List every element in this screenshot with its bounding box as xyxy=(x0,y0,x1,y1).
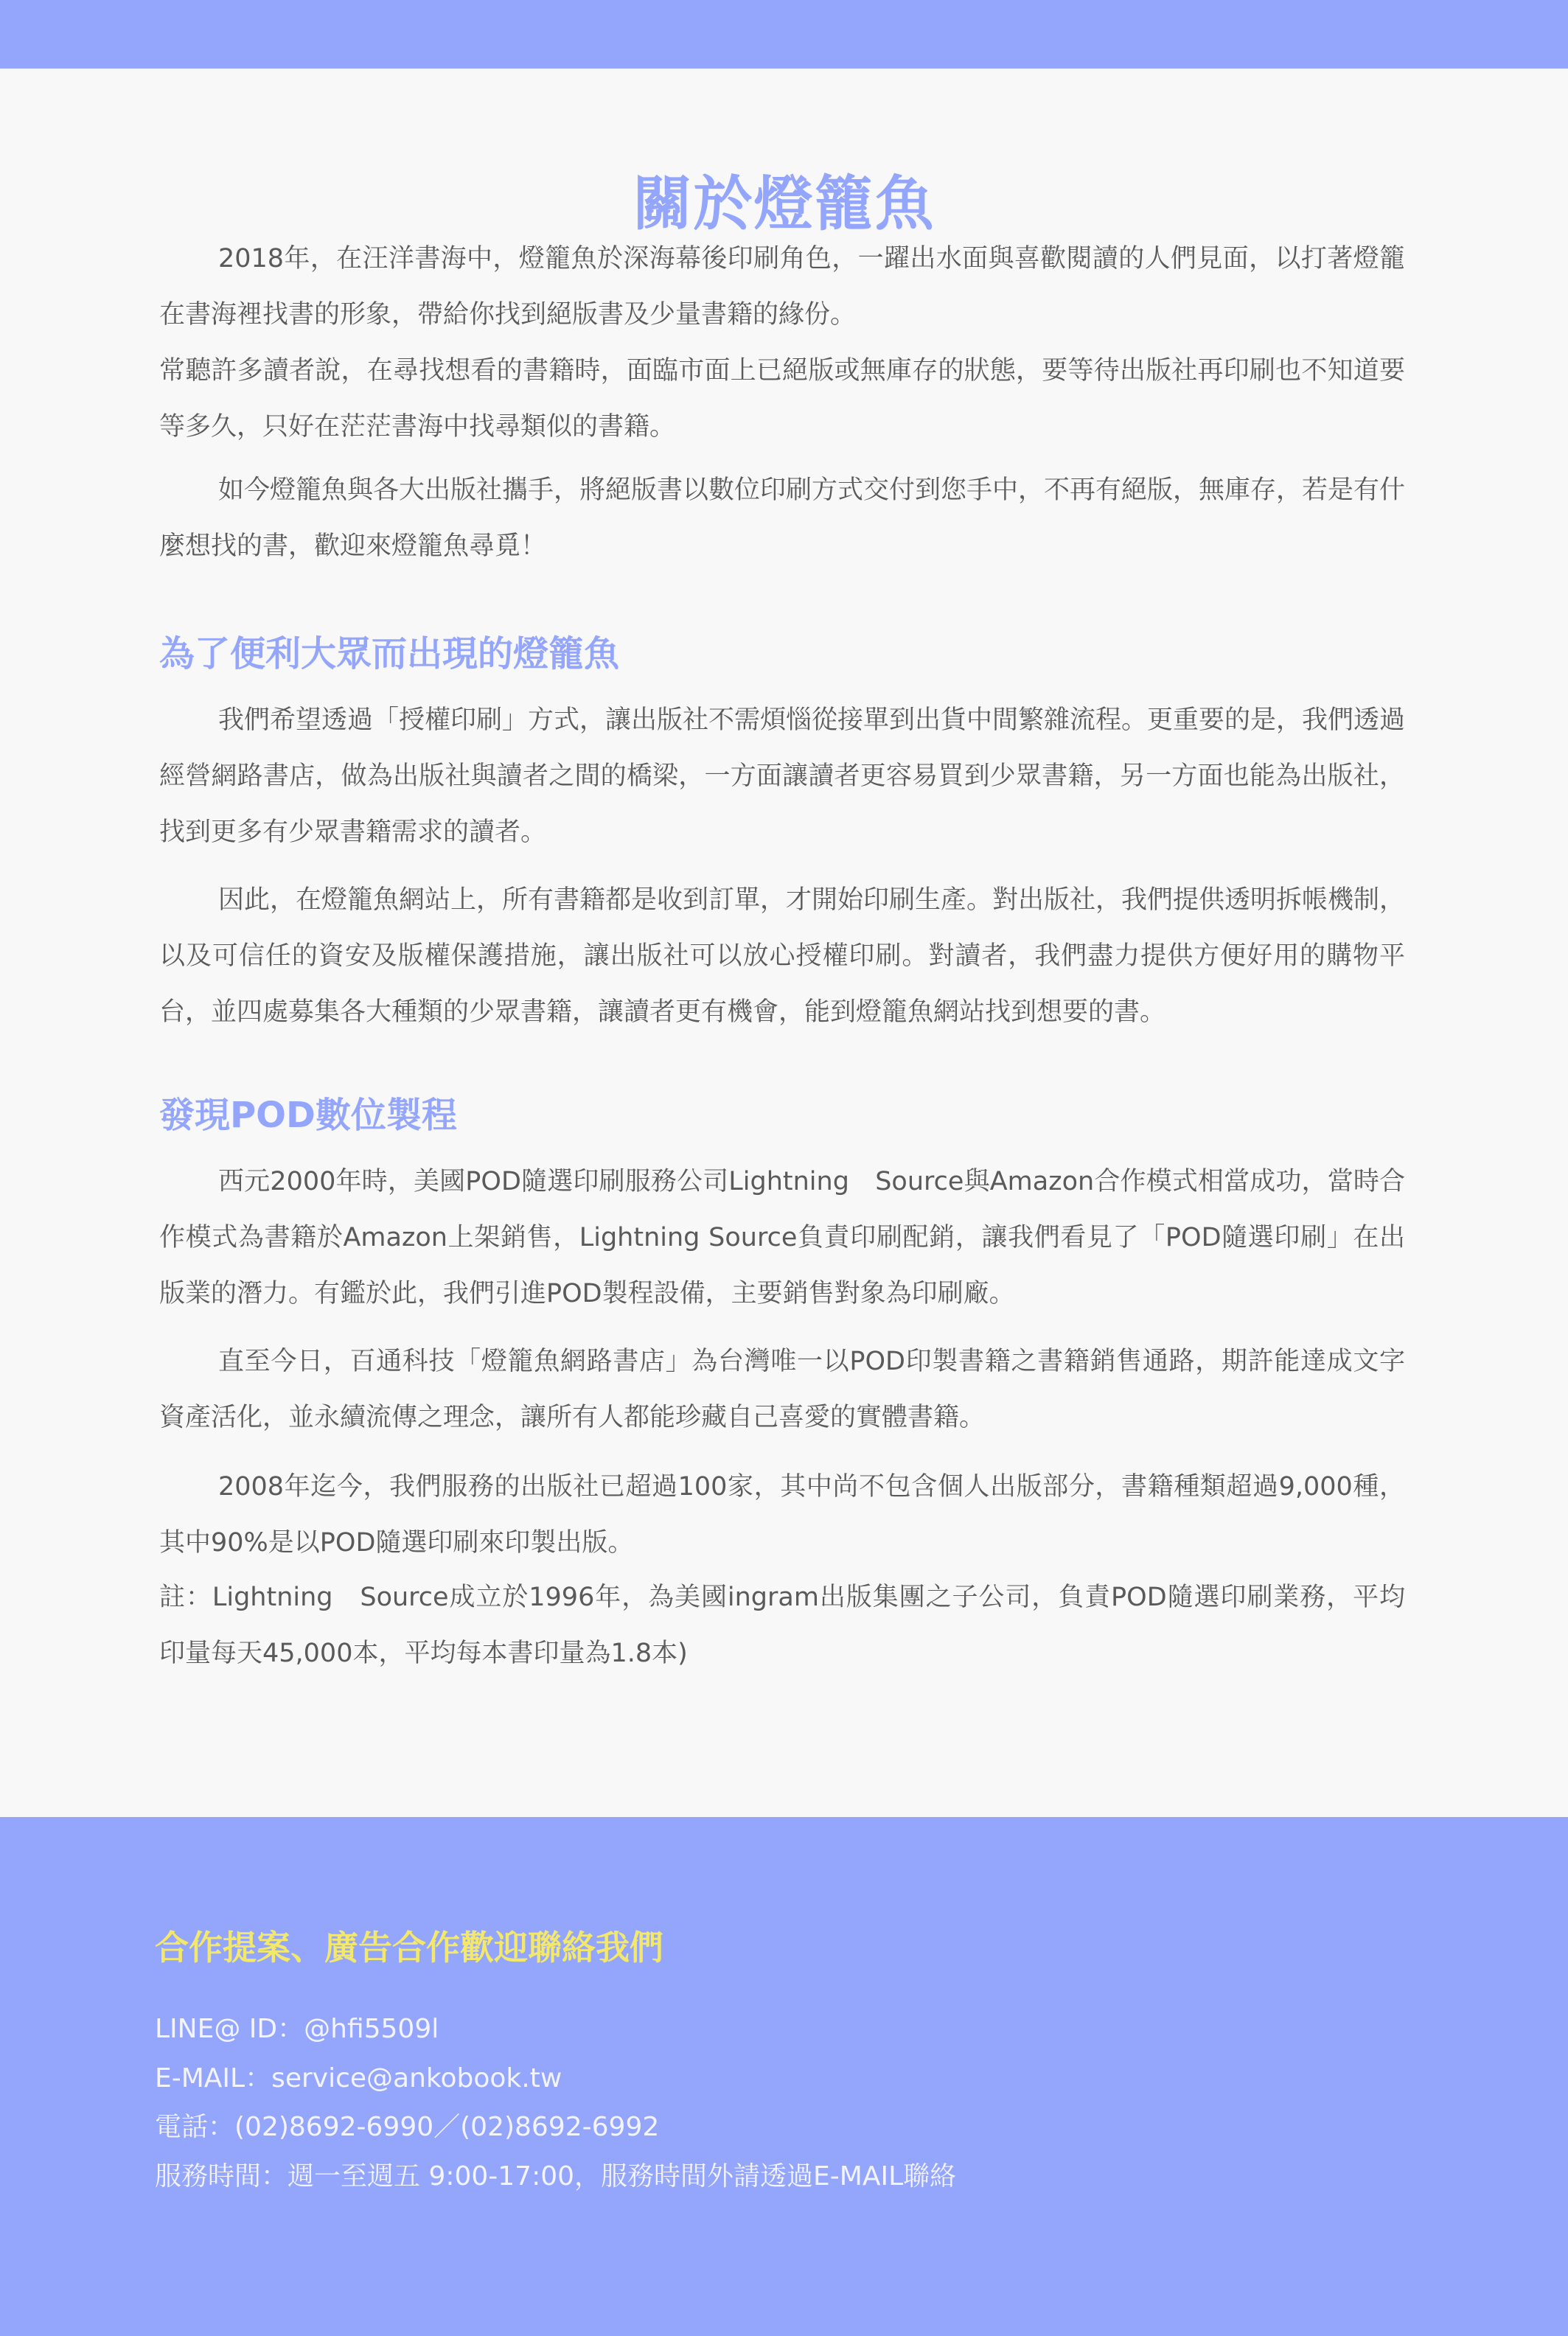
section2-paragraph-2: 直至今日，百通科技「燈籠魚網路書店」為台灣唯一以POD印製書籍之書籍銷售通路，期許能達成文字資產活化，並永續流傳之理念，讓所有人都能珍藏自己喜愛的實體書籍。 xyxy=(159,1347,1405,1432)
section-heading-convenience: 為了便利大眾而出現的燈籠魚 xyxy=(159,633,620,674)
intro-paragraph-3: 如今燈籠魚與各大出版社攜手，將絕版書以數位印刷方式交付到您手中，不再有絕版，無庫存，若是有什麼想找的書，歡迎來燈籠魚尋覓！ xyxy=(159,475,1406,561)
footer-line-id: LINE@ ID：@hfi5509l xyxy=(155,2014,439,2044)
footer xyxy=(0,1817,1568,2336)
intro-paragraph-1: 2018年，在汪洋書海中，燈籠魚於深海幕後印刷角色，一躍出水面與喜歡閱讀的人們見面，以打著燈籠在書海裡找書的形象，帶給你找到絕版書及少量書籍的緣份。 xyxy=(159,244,1405,330)
top-bar xyxy=(0,0,1568,69)
footer-email[interactable]: E-MAIL：service@ankobook.tw xyxy=(155,2063,562,2093)
main-content xyxy=(0,69,1568,1817)
section2-note: 註：Lightning Source成立於1996年，為美國ingram出版集團之子公司，負責POD隨選印刷業務，平均印量每天45,000本，平均每本書印量為1.8本) xyxy=(159,1583,1405,1668)
section2-paragraph-3: 2008年迄今，我們服務的出版社已超過100家，其中尚不包含個人出版部分，書籍種類超過9,000種，其中90%是以POD隨選印刷來印製出版。 xyxy=(159,1472,1405,1558)
footer-hours: 服務時間：週一至週五 9:00-17:00，服務時間外請透過E-MAIL聯絡 xyxy=(155,2161,957,2192)
footer-phone: 電話：(02)8692-6990／(02)8692-6992 xyxy=(155,2112,660,2142)
section-heading-pod: 發現POD數位製程 xyxy=(159,1095,457,1136)
page-title: 關於燈籠魚 xyxy=(633,169,935,238)
section1-paragraph-1: 我們希望透過「授權印刷」方式，讓出版社不需煩惱從接單到出貨中間繁雜流程。更重要的是，我們透過經營網路書店，做為出版社與讀者之間的橋梁，一方面讓讀者更容易買到少眾書籍，另一方面也能為出版社，找到更多有少眾書籍需求的讀者。 xyxy=(159,705,1406,847)
section1-paragraph-2: 因此，在燈籠魚網站上，所有書籍都是收到訂單，才開始印刷生產。對出版社，我們提供透明拆帳機制，以及可信任的資安及版權保護措施，讓出版社可以放心授權印刷。對讀者，我們盡力提供方便好用的購物平台，並四處募集各大種類的少眾書籍，讓讀者更有機會，能到燈籠魚網站找到想要的書。 xyxy=(159,885,1406,1027)
section2-paragraph-1: 西元2000年時，美國POD隨選印刷服務公司Lightning Source與Amazon合作模式相當成功，當時合作模式為書籍於Amazon上架銷售，Lightning Source負責印刷配銷，讓我們看見了「POD隨選印刷」在出版業的潛力。有鑑於此，我們引進POD製程設備，主要銷售對象為印刷廠。 xyxy=(159,1167,1405,1308)
footer-title: 合作提案、廣告合作歡迎聯絡我們 xyxy=(155,1928,663,1967)
intro-paragraph-2: 常聽許多讀者說，在尋找想看的書籍時，面臨市面上已絕版或無庫存的狀態，要等待出版社再印刷也不知道要等多久，只好在茫茫書海中找尋類似的書籍。 xyxy=(159,356,1405,442)
